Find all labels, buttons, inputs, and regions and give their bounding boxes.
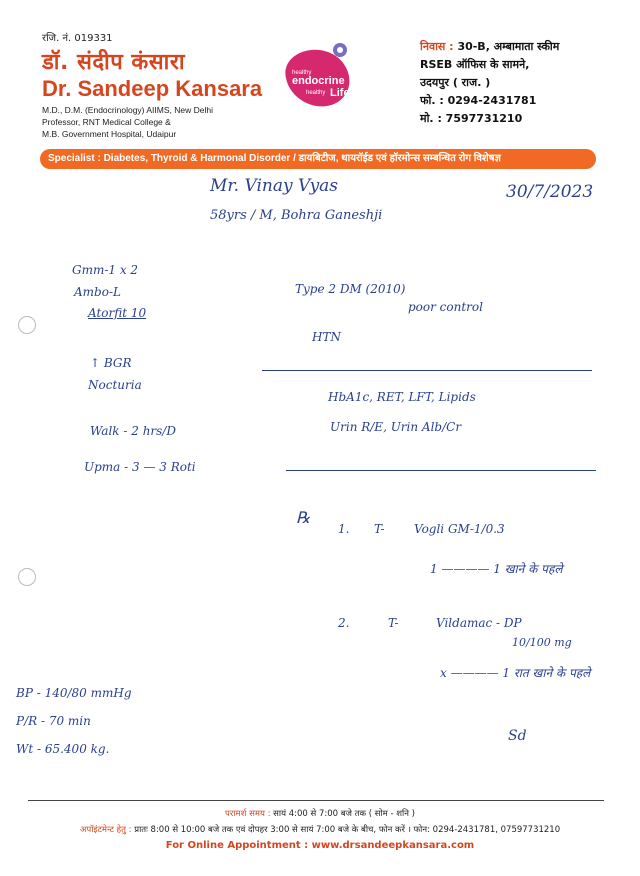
investigation-item: HbA1c, RET, LFT, Lipids [328,390,476,404]
vital-item: P/R - 70 min [16,714,91,728]
history-item: Type 2 DM (2010) [295,282,406,296]
mobile-number: : 7597731210 [437,112,523,125]
rx-form: T- [374,522,385,536]
note-item: Walk - 2 hrs/D [90,424,176,438]
rx-dose: x ———— 1 रात खाने के पहले [440,666,591,680]
appointment-info [0,824,640,835]
note-item: Ambo-L [74,285,121,299]
address-label: निवास : [420,40,454,53]
note-item: Atorfit 10 [88,306,147,320]
specialist-banner: Specialist : Diabetes, Thyroid & Harmonal Disorder / डायबिटीज, थायरॉईड एवं हॉरमोन्स सम्बन्धित रोग विशेषज्ञ [40,149,596,169]
divider-line [286,470,596,471]
phone-number: : 0294-2431781 [439,94,537,107]
rx-number: 2. [338,616,350,630]
patient-details: 58yrs / M, Bohra Ganeshji [210,208,383,223]
note-item: ↑ BGR [90,356,132,370]
rx-form: T- [388,616,399,630]
qualifications [42,104,262,140]
prescription-date: 30/7/2023 [506,182,594,202]
timing-label: परामर्श समय : [225,809,271,819]
logo-text-bottom: healthy [306,90,326,96]
note-item: Gmm-1 x 2 [72,263,139,277]
logo-text-life: Life [330,87,350,99]
vital-item: Wt - 65.400 kg. [16,742,110,756]
address-line: 30-B, अम्बामाता स्कीम [457,40,560,53]
online-appointment-link[interactable]: For Online Appointment : www.drsandeepkansara.com [165,840,475,851]
address-line: RSEB ऑफिस के सामने, [420,58,530,71]
rx-dose: 1 ———— 1 खाने के पहले [430,562,563,576]
rx-number: 1. [338,522,350,536]
appointment-text: प्रातः 8:00 से 10:00 बजे तक एवं दोपहर 3:00 से सायं 7:00 बजे के बीच, फोन करें । फोन: 0294-2431781, 07597731210 [134,825,561,835]
investigation-item: Urin R/E, Urin Alb/Cr [330,420,462,434]
consult-timing [0,808,640,819]
note-item: Nocturia [88,378,142,392]
logo-text-main: endocrine [292,75,345,87]
note-item: Upma - 3 — 3 Roti [84,460,196,474]
qualification-line: M.D., D.M. (Endocrinology) AIIMS, New Delhi [42,105,213,115]
doctor-name-hindi: डॉ. संदीप कंसारा [42,50,186,75]
address-line: उदयपुर ( राज. ) [420,76,491,89]
qualification-line: M.B. Government Hospital, Udaipur [42,129,177,139]
patient-name: Mr. Vinay Vyas [210,176,339,196]
history-item: poor control [408,300,483,314]
phone-label: फो. [420,94,436,107]
qualification-line: Professor, RNT Medical College & [42,117,171,127]
vital-item: BP - 140/80 mmHg [16,686,132,700]
punch-hole [18,316,36,334]
history-item: HTN [312,330,341,344]
rx-drug: Vogli GM-1/0.3 [414,522,505,536]
registration-number: रजि. नं. 019331 [42,33,113,44]
rx-strength: 10/100 mg [512,636,572,649]
signature: Sd [508,728,527,744]
appointment-label: अपॉइंटमेन्ट हेतु : [79,825,132,835]
doctor-name-english: Dr. Sandeep Kansara [42,76,263,101]
punch-hole [18,568,36,586]
timing-text: सायं 4:00 से 7:00 बजे तक ( सोम - शनि ) [273,809,415,819]
footer-divider [28,800,604,801]
rx-drug: Vildamac - DP [436,616,522,630]
mobile-label: मो. [420,112,434,125]
endocrine-logo [276,40,366,110]
divider-line [262,370,592,371]
address-block [420,38,559,128]
logo-text-top: healthy [292,70,312,76]
rx-symbol: ℞ [296,508,311,527]
